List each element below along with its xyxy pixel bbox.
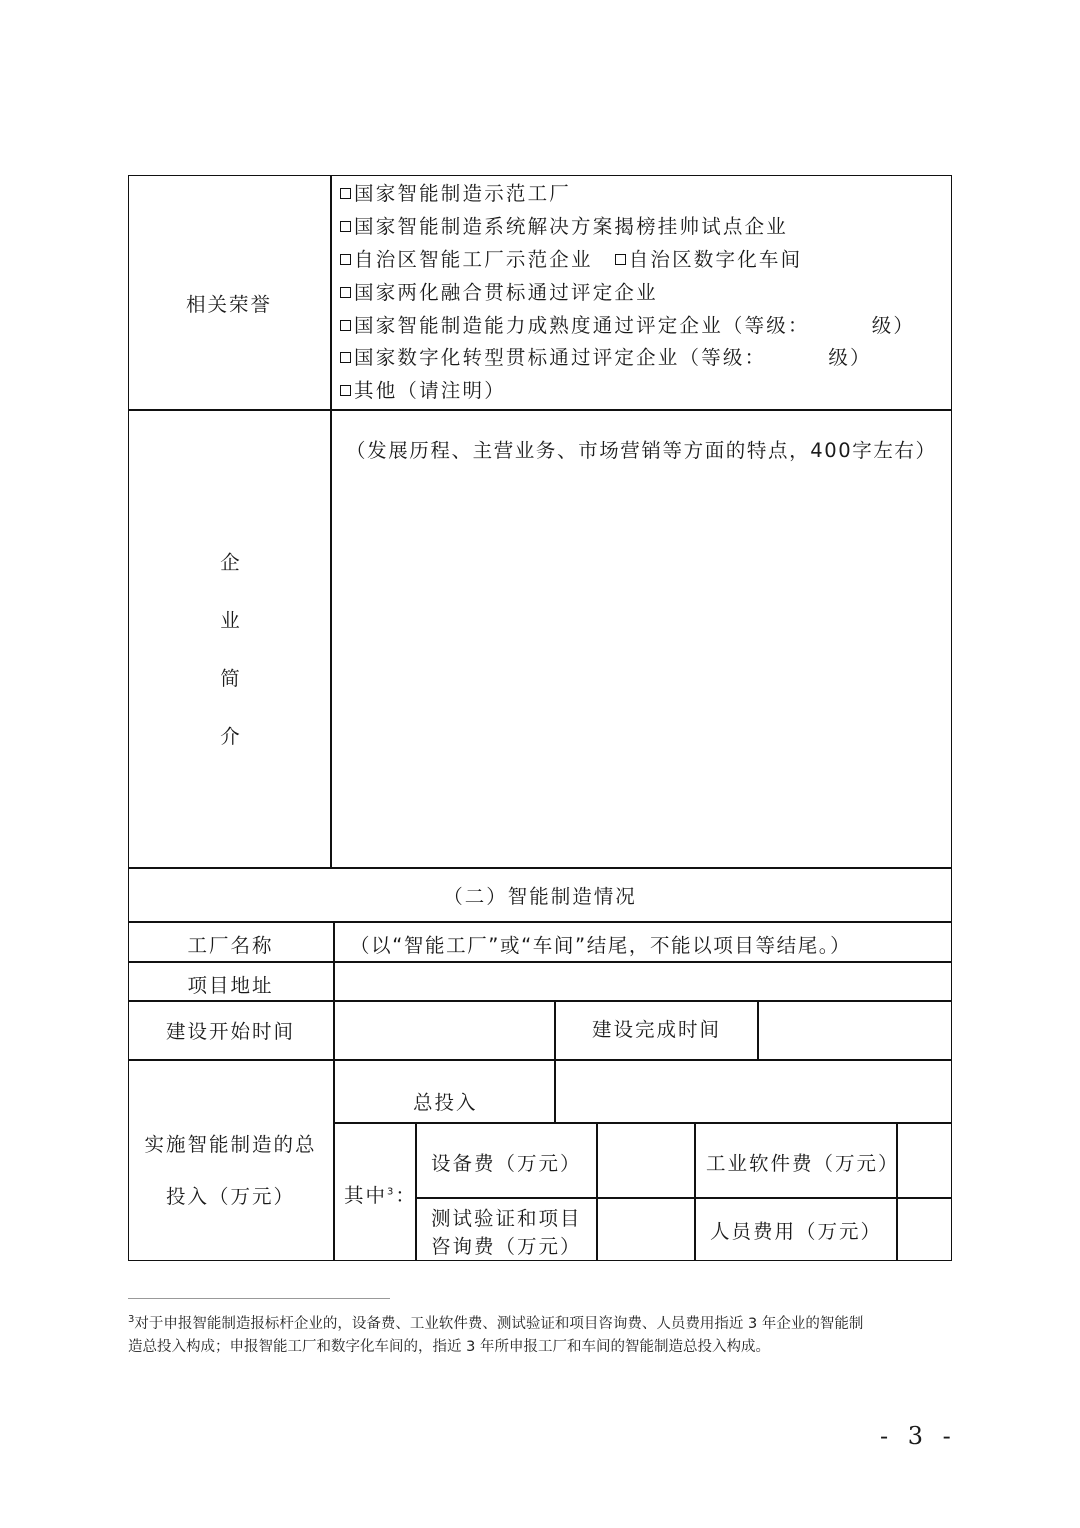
intro-text-area[interactable] — [332, 411, 951, 867]
checkbox-icon[interactable] — [340, 254, 351, 265]
factory-name-hint[interactable]: （以“智能工厂”或“车间”结尾，不能以项目等结尾。） — [350, 934, 852, 957]
testing-label-line1: 测试验证和项目 — [431, 1207, 582, 1230]
intro-label-char: 业 — [220, 609, 240, 632]
invest-label-line1: 实施智能制造的总 — [144, 1133, 317, 1156]
end-time-label: 建设完成时间 — [591, 1018, 721, 1041]
testing-field[interactable] — [598, 1199, 694, 1260]
personnel-label: 人员费用（万元） — [710, 1220, 883, 1243]
end-time-field[interactable] — [759, 1002, 950, 1059]
honor-option-8[interactable]: 其他（请注明） — [340, 381, 506, 401]
checkbox-icon[interactable] — [340, 221, 351, 232]
total-label: 总投入 — [413, 1091, 478, 1114]
equipment-label: 设备费（万元） — [431, 1152, 582, 1175]
checkbox-icon[interactable] — [340, 287, 351, 298]
software-label: 工业软件费（万元） — [706, 1152, 900, 1175]
honor-option-3[interactable]: 自治区智能工厂示范企业 自治区数字化车间 — [340, 250, 802, 270]
footnote: $^3$对于申报智能制造报标杆企业的，设备费、工业软件费、测试验证和项目咨询费、人员费用指近 3 年企业的智能制 造总投入构成；申报智能工厂和数字化车间的，指近 3 年所申报工厂和车间的智能制造总投入构成。 — [128, 1314, 864, 1355]
invest-label-line2: 投入（万元） — [165, 1185, 295, 1208]
intro-hint: （发展历程、主营业务、市场营销等方面的特点，400字左右） — [346, 439, 937, 462]
intro-label-char: 简 — [220, 667, 240, 690]
address-label: 项目地址 — [187, 974, 274, 997]
honor-option-6[interactable]: 国家智能制造能力成熟度通过评定企业（等级： 级） — [340, 316, 915, 336]
start-time-field[interactable] — [335, 1002, 553, 1059]
section-title: （二）智能制造情况 — [443, 885, 637, 908]
factory-name-label: 工厂名称 — [187, 934, 274, 957]
intro-label-char: 介 — [220, 725, 240, 748]
intro-label-char: 企 — [220, 551, 240, 574]
personnel-field[interactable] — [898, 1199, 950, 1260]
checkbox-icon[interactable] — [340, 385, 351, 396]
honor-option-1[interactable]: 国家智能制造示范工厂 — [340, 184, 571, 204]
start-time-label: 建设开始时间 — [165, 1020, 295, 1043]
checkbox-icon[interactable] — [340, 352, 351, 363]
software-field[interactable] — [898, 1124, 950, 1197]
honor-option-5[interactable]: 国家两化融合贯标通过评定企业 — [340, 283, 658, 303]
table-divider — [128, 921, 952, 923]
checkbox-icon[interactable] — [340, 320, 351, 331]
footnote-separator — [128, 1298, 390, 1299]
address-field[interactable] — [335, 963, 950, 1000]
of-which-label: 其中$^3$： — [344, 1184, 417, 1207]
honor-option-2[interactable]: 国家智能制造系统解决方案揭榜挂帅试点企业 — [340, 217, 788, 237]
checkbox-icon[interactable] — [340, 188, 351, 199]
total-field[interactable] — [556, 1061, 950, 1122]
equipment-field[interactable] — [598, 1124, 694, 1197]
honor-option-7[interactable]: 国家数字化转型贯标通过评定企业（等级： 级） — [340, 348, 872, 368]
honors-label: 相关荣誉 — [185, 293, 272, 316]
testing-label-line2: 咨询费（万元） — [431, 1235, 582, 1258]
checkbox-icon[interactable] — [615, 254, 626, 265]
table-divider — [694, 1122, 696, 1261]
page-number: - 3 - — [880, 1422, 957, 1450]
